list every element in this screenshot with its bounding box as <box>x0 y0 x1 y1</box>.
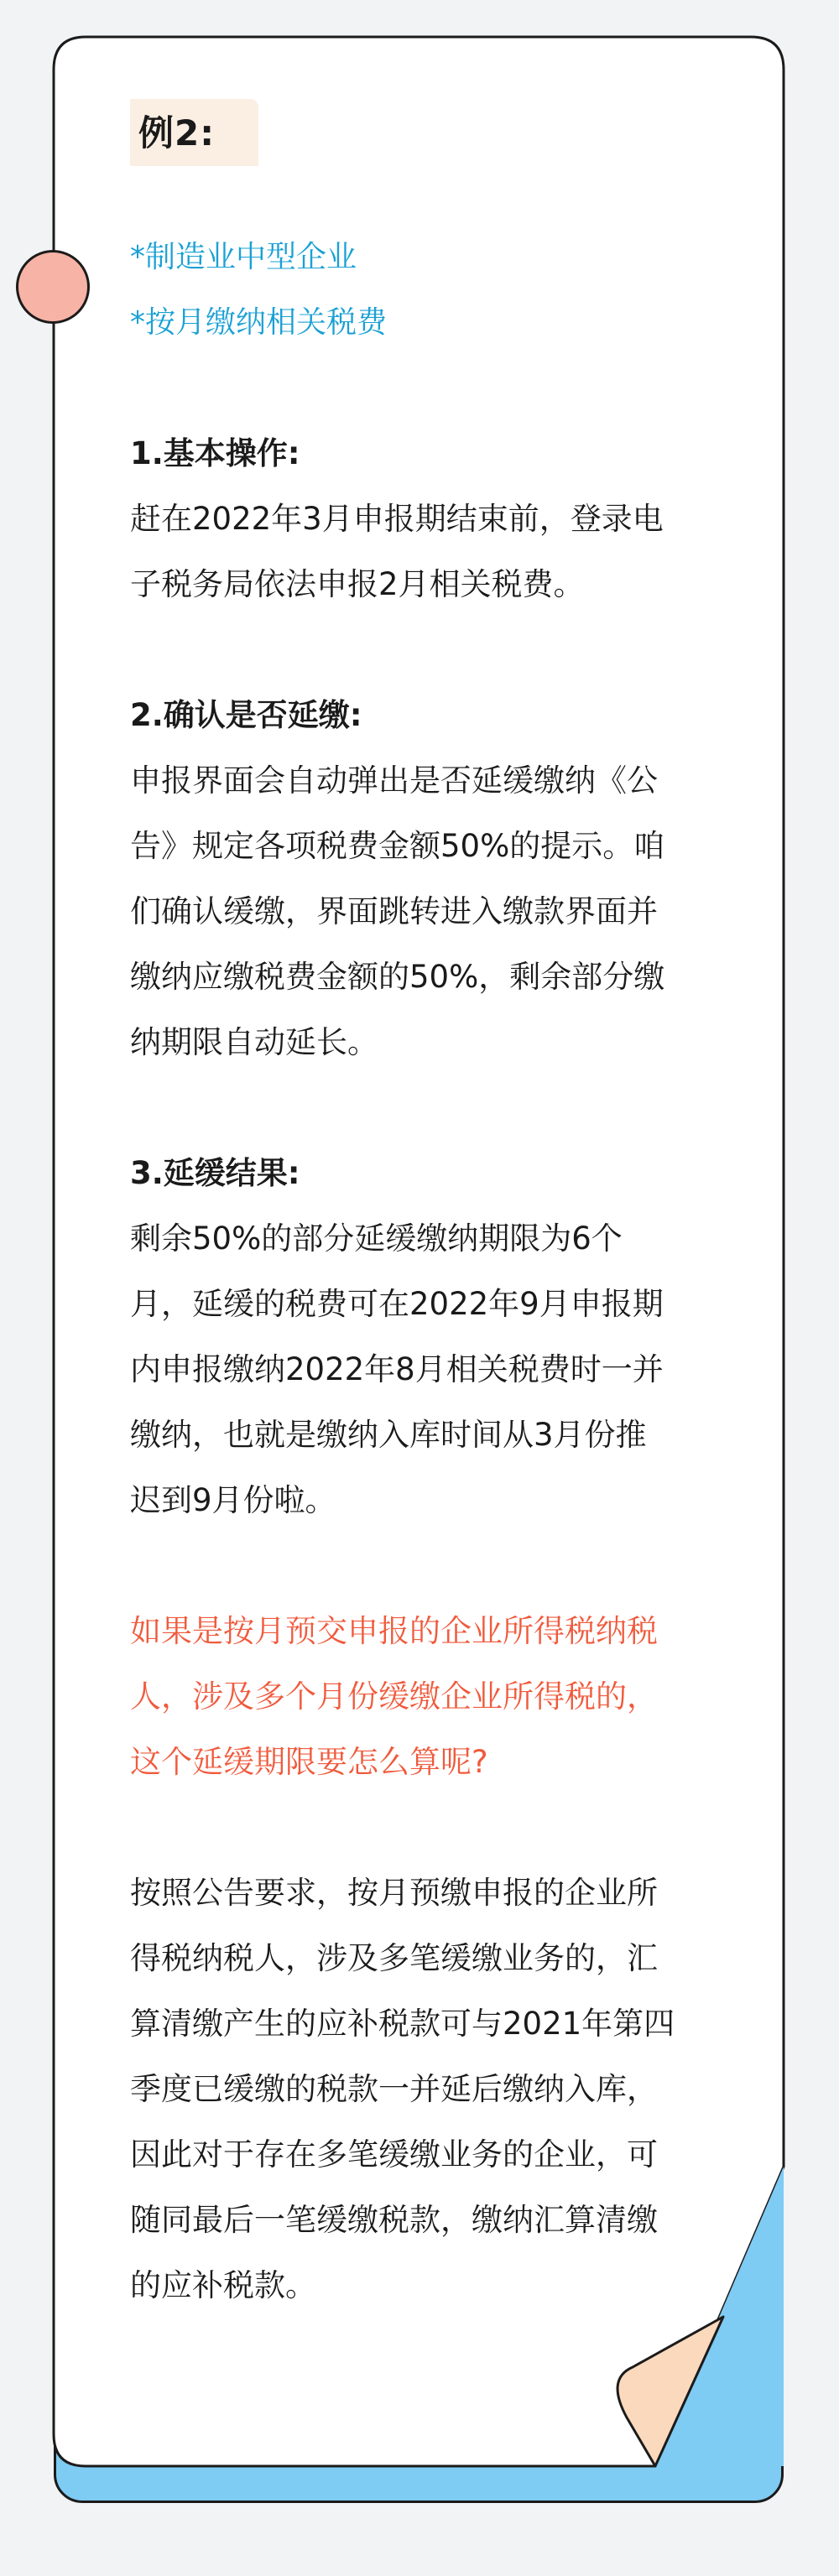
paragraph-line: 剩余50%的部分延缓缴纳期限为6个 <box>130 1220 623 1257</box>
answer-line: 按照公告要求，按月预缴申报的企业所 <box>130 1875 658 1911</box>
answer-line: 的应补税款。 <box>130 2267 316 2303</box>
question-line: 这个延缓期限要怎么算呢? <box>130 1744 488 1780</box>
paragraph-line: 纳期限自动延长。 <box>130 1024 378 1060</box>
paragraph-line: 赶在2022年3月申报期结束前，登录电 <box>130 501 664 537</box>
paragraph-line: 缴纳应缴税费金额的50%，剩余部分缴 <box>130 959 665 995</box>
section-title: 2.确认是否延缴: <box>130 697 362 733</box>
paragraph-line: 申报界面会自动弹出是否延缓缴纳《公 <box>130 762 658 799</box>
answer-line: 算清缴产生的应补税款可与2021年第四 <box>130 2006 675 2042</box>
section-title: 3.延缓结果: <box>130 1155 300 1191</box>
question-line: 如果是按月预交申报的企业所得税纳税 <box>130 1613 658 1649</box>
decorative-pink-dot <box>16 250 90 324</box>
answer-line: 随同最后一笔缓缴税款，缴纳汇算清缴 <box>130 2202 658 2238</box>
tag-line: *按月缴纳相关税费 <box>130 305 388 340</box>
paragraph-line: 迟到9月份啦。 <box>130 1482 336 1518</box>
answer-line: 因此对于存在多笔缓缴业务的企业，可 <box>130 2136 658 2173</box>
paragraph-line: 告》规定各项税费金额50%的提示。咱 <box>130 828 665 864</box>
paragraph-line: 月，延缓的税费可在2022年9月申报期 <box>130 1286 664 1322</box>
paragraph-line: 内申报缴纳2022年8月相关税费时一并 <box>130 1351 664 1387</box>
answer-block <box>130 1860 726 2318</box>
question-block <box>130 1599 726 1795</box>
tag-block <box>130 225 726 356</box>
paragraph-line: 们确认缓缴，界面跳转进入缴款界面并 <box>130 893 658 929</box>
tag-line: *制造业中型企业 <box>130 240 357 274</box>
article-content <box>130 99 726 2318</box>
paragraph-line: 子税务局依法申报2月相关税费。 <box>130 566 585 602</box>
answer-line: 季度已缓缴的税款一并延后缴纳入库， <box>130 2071 658 2107</box>
example-label: 例2: <box>130 99 258 166</box>
section-deferral-result <box>130 1141 726 1533</box>
section-confirm-deferral <box>130 683 726 1075</box>
section-title: 1.基本操作: <box>130 435 300 471</box>
answer-line: 得税纳税人，涉及多笔缓缴业务的，汇 <box>130 1940 658 1976</box>
paragraph-line: 缴纳，也就是缴纳入库时间从3月份推 <box>130 1417 647 1453</box>
question-line: 人，涉及多个月份缓缴企业所得税的， <box>130 1678 658 1715</box>
section-basic-operation <box>130 421 726 617</box>
